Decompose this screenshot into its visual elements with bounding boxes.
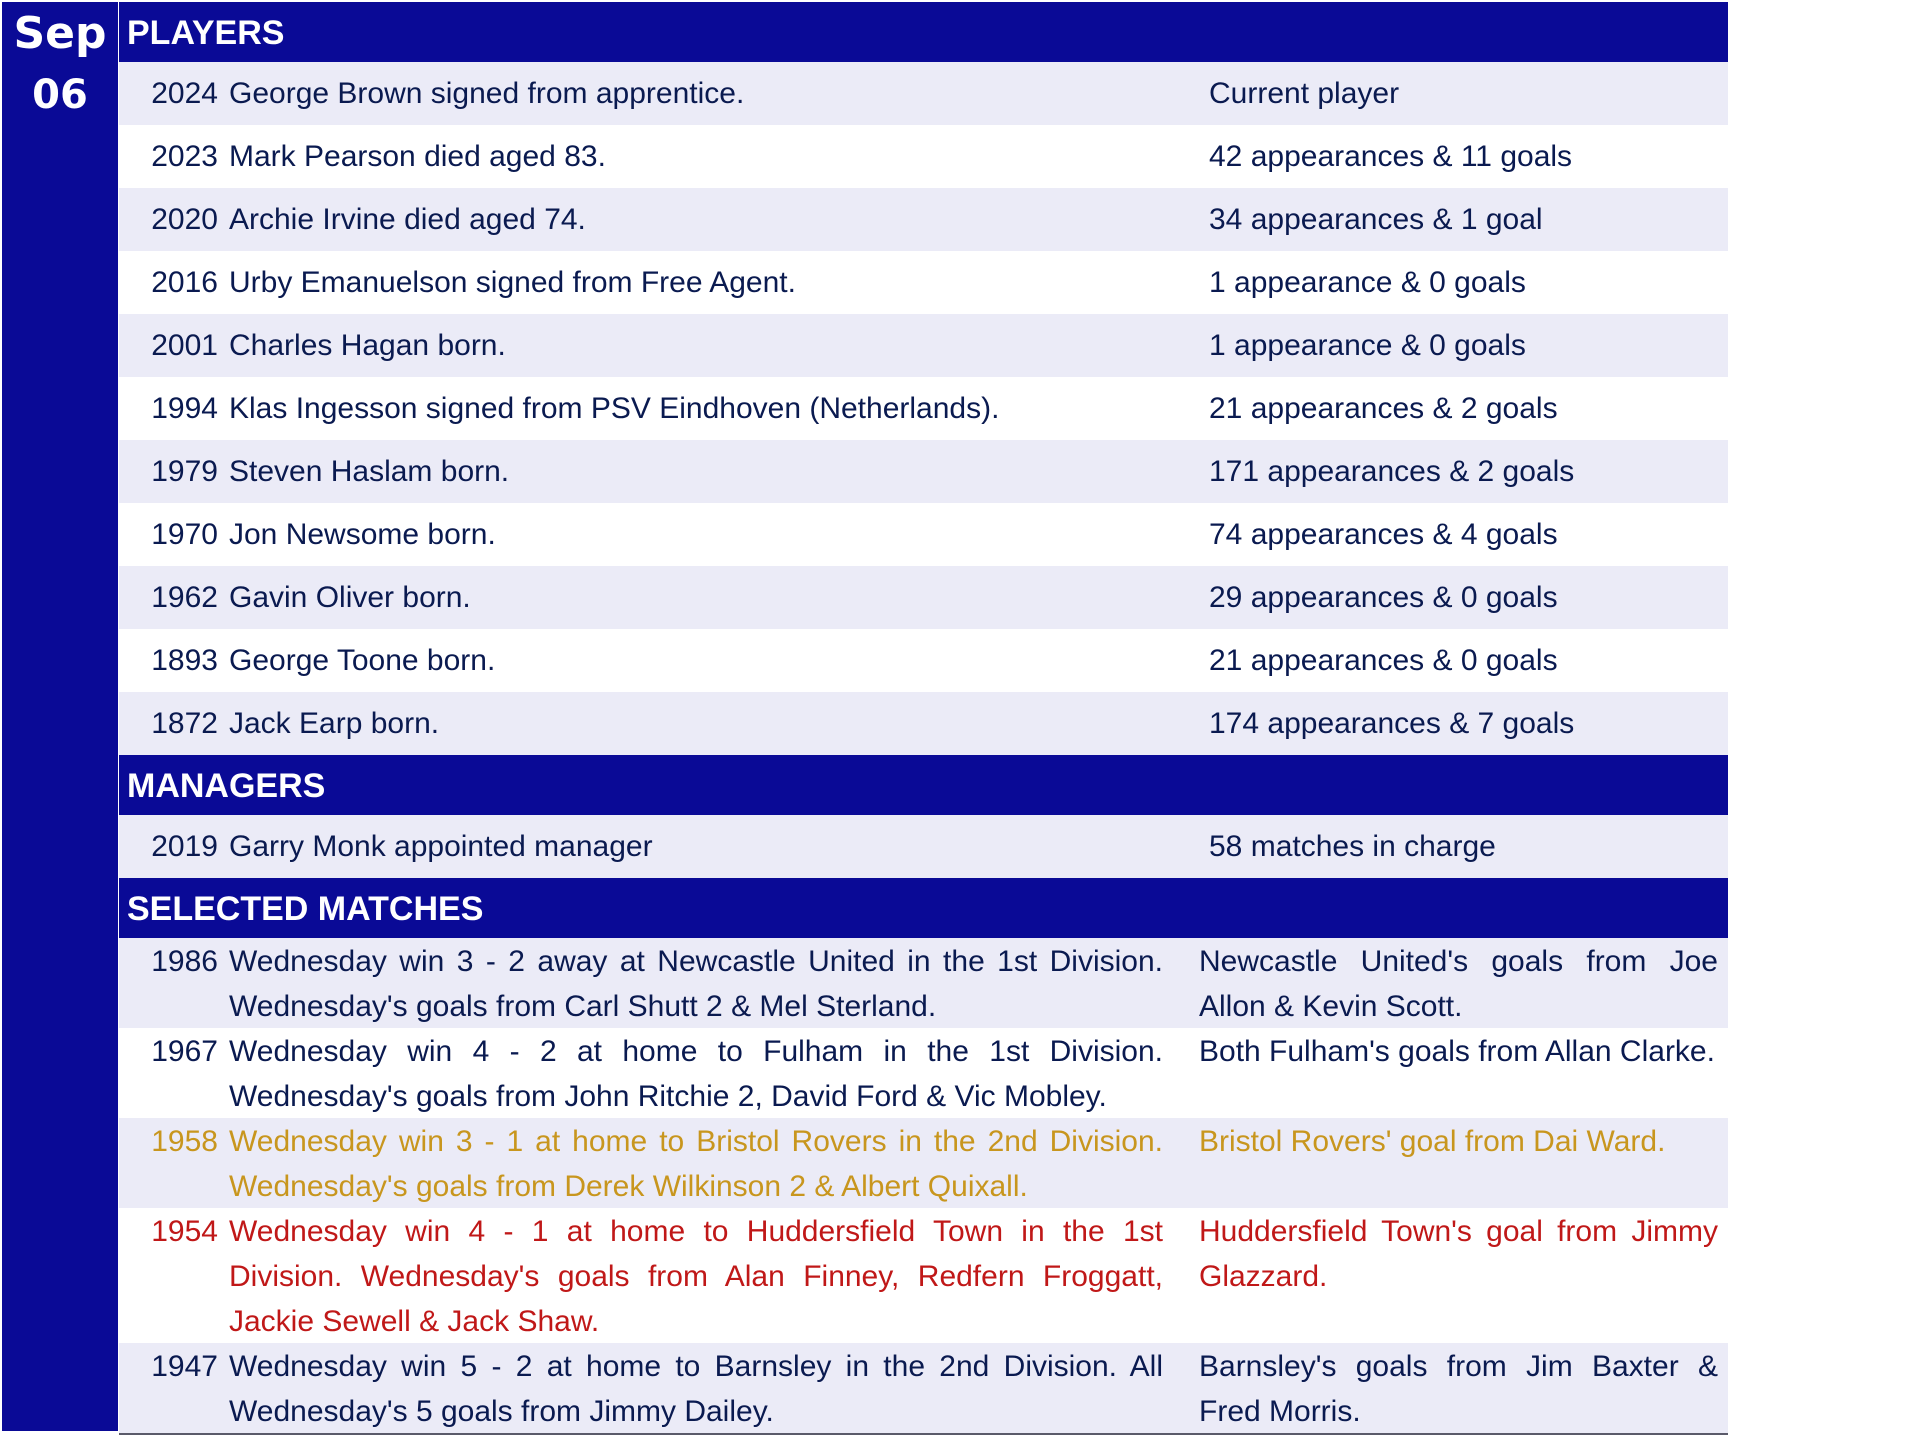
row-text: George Brown signed from apprentice. [229, 76, 745, 110]
row-text: Garry Monk appointed manager [229, 829, 653, 863]
row-text: George Toone born. [229, 643, 496, 677]
matches-list [119, 938, 1728, 1435]
row-stat: Huddersfield Town's goal from Jimmy Glazzard. [1199, 1215, 1718, 1293]
matches-header: SELECTED MATCHES [119, 878, 1728, 938]
row-text: Jack Earp born. [229, 706, 440, 740]
row-year: 1979 [151, 454, 218, 488]
row-year: 2023 [151, 139, 218, 173]
match-row [119, 1118, 1728, 1208]
row-text: Jon Newsome born. [229, 517, 496, 551]
manager-row [119, 815, 1728, 878]
row-stat: 58 matches in charge [1209, 829, 1496, 863]
player-row [119, 440, 1728, 503]
row-year: 1970 [151, 517, 218, 551]
row-stat: 171 appearances & 2 goals [1209, 454, 1575, 488]
player-row [119, 314, 1728, 377]
player-row [119, 566, 1728, 629]
date-sidebar [2, 2, 118, 1431]
row-year: 1986 [151, 945, 218, 978]
row-stat: 74 appearances & 4 goals [1209, 517, 1558, 551]
match-row [119, 1208, 1728, 1343]
row-text: Gavin Oliver born. [229, 580, 471, 614]
row-stat: 21 appearances & 0 goals [1209, 643, 1558, 677]
match-row [119, 938, 1728, 1028]
row-year: 2001 [151, 328, 218, 362]
row-year: 1954 [151, 1215, 218, 1248]
row-year: 1872 [151, 706, 218, 740]
row-year: 2019 [151, 829, 218, 863]
row-stat: 29 appearances & 0 goals [1209, 580, 1558, 614]
player-row [119, 188, 1728, 251]
row-year: 1994 [151, 391, 218, 425]
players-header: PLAYERS [119, 2, 1728, 62]
player-row [119, 692, 1728, 755]
row-text: Wednesday win 3 - 1 at home to Bristol Rovers in the 2nd Division. Wednesday's goals from Derek Wilkinson 2 & Albert Quixall. [229, 1125, 1163, 1203]
row-text: Urby Emanuelson signed from Free Agent. [229, 265, 796, 299]
row-text: Wednesday win 5 - 2 at home to Barnsley in the 2nd Division. All Wednesday's 5 goals from Jimmy Dailey. [229, 1350, 1163, 1428]
row-year: 1893 [151, 643, 218, 677]
row-text: Mark Pearson died aged 83. [229, 139, 606, 173]
date-month: Sep [13, 8, 107, 59]
player-row [119, 503, 1728, 566]
row-stat: Barnsley's goals from Jim Baxter & Fred Morris. [1199, 1350, 1718, 1428]
row-stat: 21 appearances & 2 goals [1209, 391, 1558, 425]
managers-header: MANAGERS [119, 755, 1728, 815]
row-year: 1967 [151, 1035, 218, 1068]
player-row [119, 629, 1728, 692]
row-text: Archie Irvine died aged 74. [229, 202, 586, 236]
players-list [119, 62, 1728, 755]
row-stat: 1 appearance & 0 goals [1209, 265, 1526, 299]
row-stat: Current player [1209, 76, 1400, 110]
row-text: Klas Ingesson signed from PSV Eindhoven (Netherlands). [229, 391, 1000, 425]
match-row [119, 1028, 1728, 1118]
row-stat: 42 appearances & 11 goals [1209, 139, 1573, 173]
match-row [119, 1343, 1728, 1433]
day-content [119, 2, 1728, 1435]
row-year: 1958 [151, 1125, 218, 1158]
player-row [119, 62, 1728, 125]
row-year: 2016 [151, 265, 218, 299]
row-text: Wednesday win 4 - 1 at home to Huddersfield Town in the 1st Division. Wednesday's goals from Alan Finney, Redfern Froggatt, Jackie Sewell & Jack Shaw. [229, 1215, 1163, 1338]
row-text: Wednesday win 4 - 2 at home to Fulham in the 1st Division. Wednesday's goals from John Ritchie 2, David Ford & Vic Mobley. [229, 1035, 1163, 1113]
player-row [119, 251, 1728, 314]
row-year: 1947 [151, 1350, 218, 1383]
player-row [119, 377, 1728, 440]
row-stat: 1 appearance & 0 goals [1209, 328, 1526, 362]
date-day: 06 [32, 72, 88, 118]
row-stat: Both Fulham's goals from Allan Clarke. [1199, 1035, 1715, 1068]
row-text: Wednesday win 3 - 2 away at Newcastle United in the 1st Division. Wednesday's goals from Carl Shutt 2 & Mel Sterland. [229, 945, 1163, 1023]
row-text: Steven Haslam born. [229, 454, 510, 488]
row-year: 2020 [151, 202, 218, 236]
row-text: Charles Hagan born. [229, 328, 506, 362]
row-stat: 174 appearances & 7 goals [1209, 706, 1575, 740]
row-year: 1962 [151, 580, 218, 614]
row-year: 2024 [151, 76, 218, 110]
row-stat: Newcastle United's goals from Joe Allon & Kevin Scott. [1199, 945, 1718, 1023]
row-stat: 34 appearances & 1 goal [1209, 202, 1543, 236]
row-stat: Bristol Rovers' goal from Dai Ward. [1199, 1125, 1666, 1158]
player-row [119, 125, 1728, 188]
managers-list [119, 815, 1728, 878]
